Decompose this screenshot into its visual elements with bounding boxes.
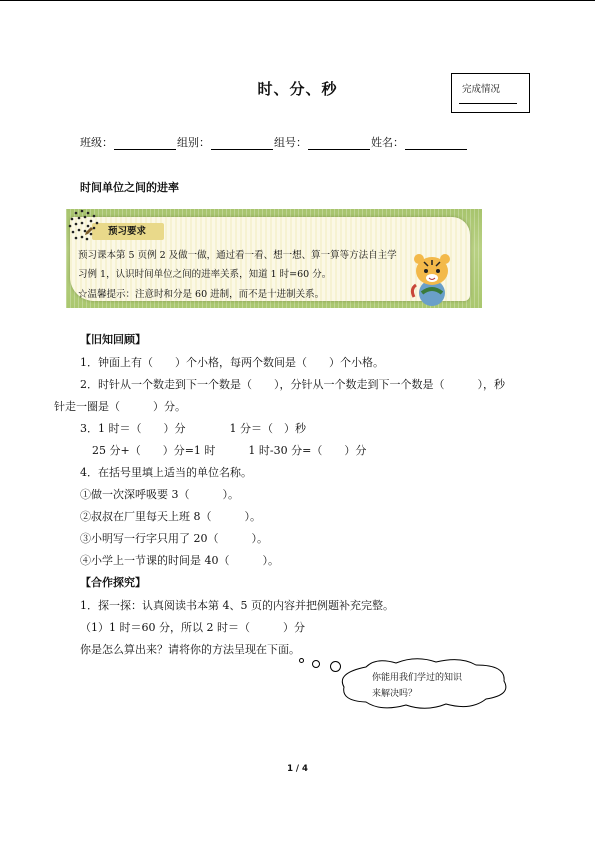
class-label: 班级： [80, 136, 113, 149]
review-q4: 4．在括号里填上适当的单位名称。 [80, 466, 252, 479]
completion-status-box [451, 73, 530, 113]
review-q2-line2: 针走一圈是（ ）分。 [54, 400, 186, 413]
page-title: 时、分、秒 [257, 80, 338, 98]
explore-heading: 【合作探究】 [80, 576, 146, 589]
group-label: 组别： [177, 136, 210, 149]
thought-line-2: 来解决吗？ [372, 689, 418, 699]
student-info-row [80, 134, 468, 150]
explore-q1: 1．探一探：认真阅读书本第 4、5 页的内容并把例题补充完整。 [80, 599, 394, 612]
completion-status-label: 完成情况 [462, 84, 501, 95]
thought-cloud-text [372, 670, 462, 702]
preview-line-1: 预习课本第 5 页例 2 及做一做，通过看一看、想一想、算一算等方法自主学 [78, 250, 397, 261]
review-q3-line2: 25 分+（ ）分=1 时 1 时-30 分=（ ）分 [92, 444, 367, 457]
completion-status-blank[interactable] [459, 103, 517, 104]
review-heading: 【旧知回顾】 [80, 333, 146, 346]
group-blank[interactable] [211, 137, 273, 150]
section-heading: 时间单位之间的进率 [80, 181, 179, 194]
group-number-label: 组号： [274, 136, 307, 149]
preview-banner [66, 209, 482, 308]
explore-q1-prompt: 你是怎么算出来？请将你的方法呈现在下面。 [80, 643, 300, 656]
top-rule [0, 0, 595, 1]
review-q4-item1: ①做一次深呼吸要 3（ ）。 [80, 488, 239, 501]
name-label: 姓名： [371, 136, 404, 149]
class-blank[interactable] [114, 137, 176, 150]
preview-line-3: ☆温馨提示：注意时和分是 60 进制，而不是十进制关系。 [78, 289, 325, 300]
explore-q1-part1: （1）1 时＝60 分，所以 2 时＝（ ）分 [80, 621, 305, 634]
review-q3-line1: 3．1 时＝（ ）分 1 分＝（ ）秒 [80, 422, 306, 435]
thought-line-1: 你能用我们学过的知识 [372, 673, 463, 683]
thought-dot-medium [312, 660, 320, 668]
tiger-mascot-icon [404, 249, 460, 307]
thought-dot-small [299, 658, 304, 663]
review-q4-item4: ④小学上一节课的时间是 40（ ）。 [80, 554, 279, 567]
group-number-blank[interactable] [308, 137, 370, 150]
name-blank[interactable] [405, 137, 467, 150]
page-number: 1 / 4 [287, 764, 308, 774]
review-q1: 1．钟面上有（ ）个小格，每两个数间是（ ）个小格。 [80, 356, 384, 369]
review-q2-line1: 2．时针从一个数走到下一个数是（ ），分针从一个数走到下一个数是（ ），秒 [80, 378, 505, 391]
decorative-dots-icon [66, 207, 102, 243]
review-q4-item3: ③小明写一行字只用了 20（ ）。 [80, 532, 268, 545]
preview-tag: 预习要求 [92, 223, 164, 240]
review-q4-item2: ②叔叔在厂里每天上班 8（ ）。 [80, 510, 261, 523]
preview-line-2: 习例 1，认识时间单位之间的进率关系，知道 1 时=60 分。 [78, 269, 332, 280]
